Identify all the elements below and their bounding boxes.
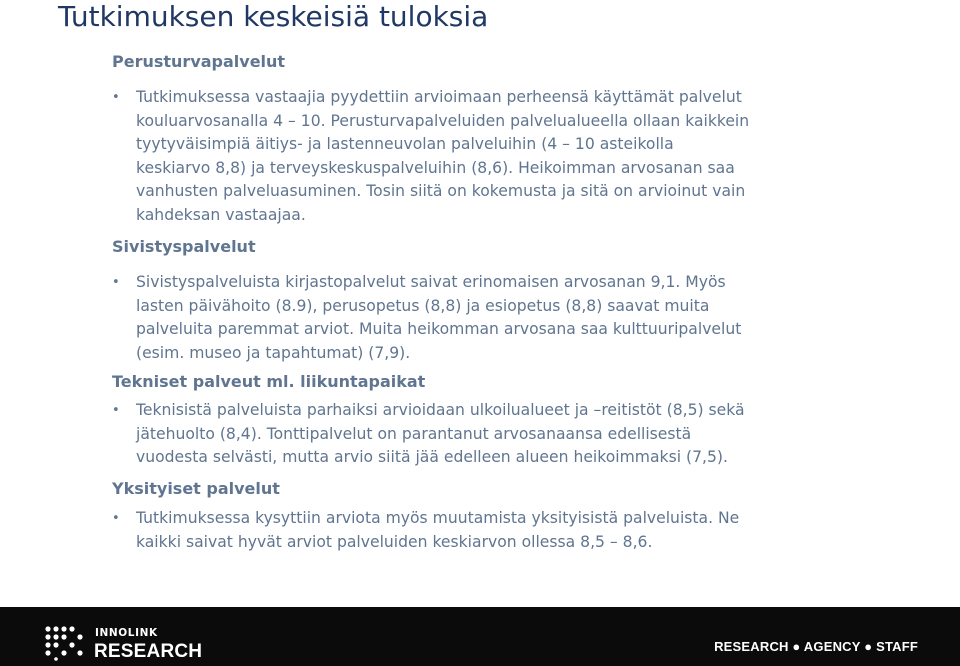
text-line: Teknisistä palveluista parhaiksi arvioidaan ulkoilualueet ja –reitistöt (8,5) sekä	[136, 401, 745, 419]
section-heading-yksityiset-palvelut: Yksityiset palvelut	[112, 479, 280, 498]
text-line: kahdeksan vastaajaa.	[136, 205, 306, 224]
text-line: Sivistyspalveluista kirjastopalvelut saivat erinomaisen arvosanan 9,1. Myös	[136, 273, 726, 291]
text-line: jätehuolto (8,4). Tonttipalvelut on parantanut arvosanaansa edellisestä	[136, 424, 692, 443]
innolink-logo-icon	[44, 625, 88, 661]
footer-bar	[0, 607, 960, 666]
text-line: vanhusten palveluasuminen. Tosin siitä on kokemusta ja sitä on arvioinut vain	[136, 182, 746, 200]
bullet-icon: •	[112, 275, 120, 290]
bullet-icon: •	[112, 403, 120, 418]
bullet-icon: •	[112, 511, 120, 526]
text-line: kaikki saivat hyvät arviot palveluiden keskiarvon ollessa 8,5 – 8,6.	[136, 532, 653, 551]
section-heading-sivistyspalvelut: Sivistyspalvelut	[112, 237, 256, 256]
section-heading-tekniset-palvelut: Tekniset palveut ml. liikuntapaikat	[112, 372, 426, 391]
text-line: keskiarvo 8,8) ja terveyskeskuspalveluihin (8,6). Heikoimman arvosanan saa	[136, 158, 735, 177]
text-line: vuodesta selvästi, mutta arvio siitä jää edelleen alueen heikoimmaksi (7,5).	[136, 448, 728, 466]
bullet-text	[136, 271, 832, 365]
bullet-text	[136, 399, 832, 470]
text-line: Tutkimuksessa vastaajia pyydettiin arvioimaan perheensä käyttämät palvelut	[136, 88, 742, 106]
text-line: (esim. museo ja tapahtumat) (7,9).	[136, 343, 411, 362]
bullet-icon: •	[112, 90, 120, 105]
text-line: lasten päivähoito (8.9), perusopetus (8,8) ja esiopetus (8,8) saavat muita	[136, 296, 710, 315]
logo-wordmark-top: INNOLINK	[95, 627, 158, 639]
logo-wordmark-bottom: RESEARCH	[94, 641, 203, 662]
page-title: Tutkimuksen keskeisiä tuloksia	[58, 0, 489, 33]
text-line: tyytyväisimpiä äitiys- ja lastenneuvolan palveluihin (4 – 10 asteikolla	[136, 135, 674, 153]
text-line: palveluita paremmat arviot. Muita heikomman arvosana saa kulttuuripalvelut	[136, 320, 742, 338]
bullet-text	[136, 507, 832, 554]
bullet-text	[136, 86, 832, 227]
footer-tagline: RESEARCH ● AGENCY ● STAFF	[714, 639, 918, 654]
text-line: Tutkimuksessa kysyttiin arviota myös muutamista yksityisistä palveluista. Ne	[136, 509, 740, 527]
section-heading-perusturvapalvelut: Perusturvapalvelut	[112, 52, 286, 71]
text-line: kouluarvosanalla 4 – 10. Perusturvapalveluiden palvelualueella ollaan kaikkein	[136, 111, 750, 130]
